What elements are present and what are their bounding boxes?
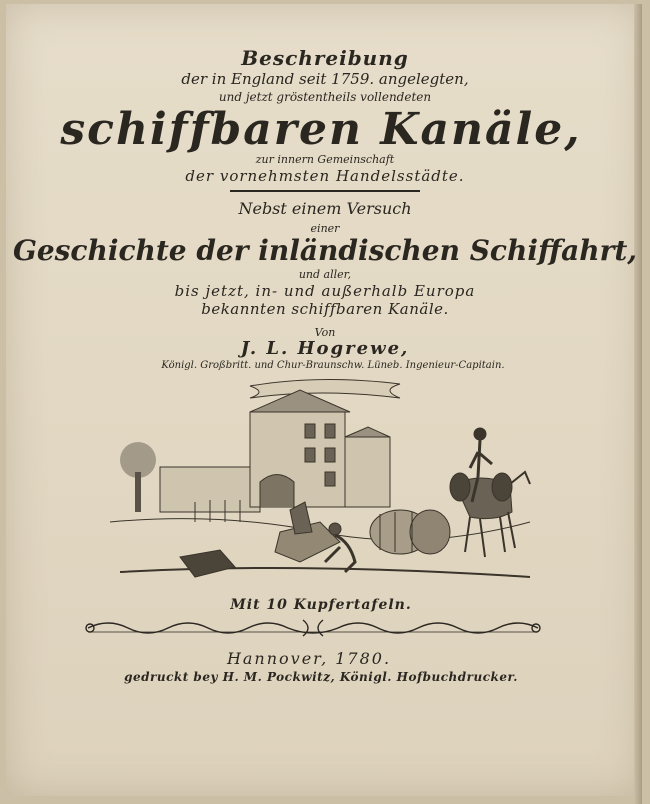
- heading-line-12: bekannten schiffbaren Kanäle.: [201, 300, 449, 318]
- subtitle: Geschichte der inländischen Schiffahrt,: [12, 234, 638, 267]
- heading-line-10: und aller,: [298, 268, 352, 281]
- plates-note: Mit 10 Kupfertafeln.: [230, 597, 412, 613]
- author-title: Königl. Großbritt. und Chur-Braunschw. Lüneb. Ingenieur-Capitain.: [161, 360, 505, 371]
- heading-line-11: bis jetzt, in- und außerhalb Europa: [174, 282, 476, 300]
- decorative-ornament-icon: [78, 612, 548, 644]
- author-name: J. L. Hogrewe,: [240, 338, 410, 359]
- place-year: Hannover, 1780.: [226, 649, 392, 668]
- heading-line-5: zur innern Gemeinschaft: [255, 153, 395, 166]
- divider-rule: [230, 190, 420, 192]
- heading-beschreibung: Beschreibung: [241, 46, 409, 70]
- heading-line-3: und jetzt gröstentheils vollendeten: [218, 90, 432, 104]
- heading-line-8: einer: [310, 222, 340, 235]
- main-title: schiffbaren Kanäle,: [60, 104, 582, 155]
- heading-line-2: der in England seit 1759. angelegten,: [181, 70, 469, 88]
- by-line: Von: [314, 326, 336, 339]
- heading-line-7: Nebst einem Versuch: [238, 199, 412, 218]
- heading-line-6: der vornehmsten Handelsstädte.: [185, 167, 465, 185]
- engraving-illustration-icon: [100, 372, 540, 594]
- printer-line: gedruckt bey H. M. Pockwitz, Königl. Hofbuchdrucker.: [124, 670, 518, 684]
